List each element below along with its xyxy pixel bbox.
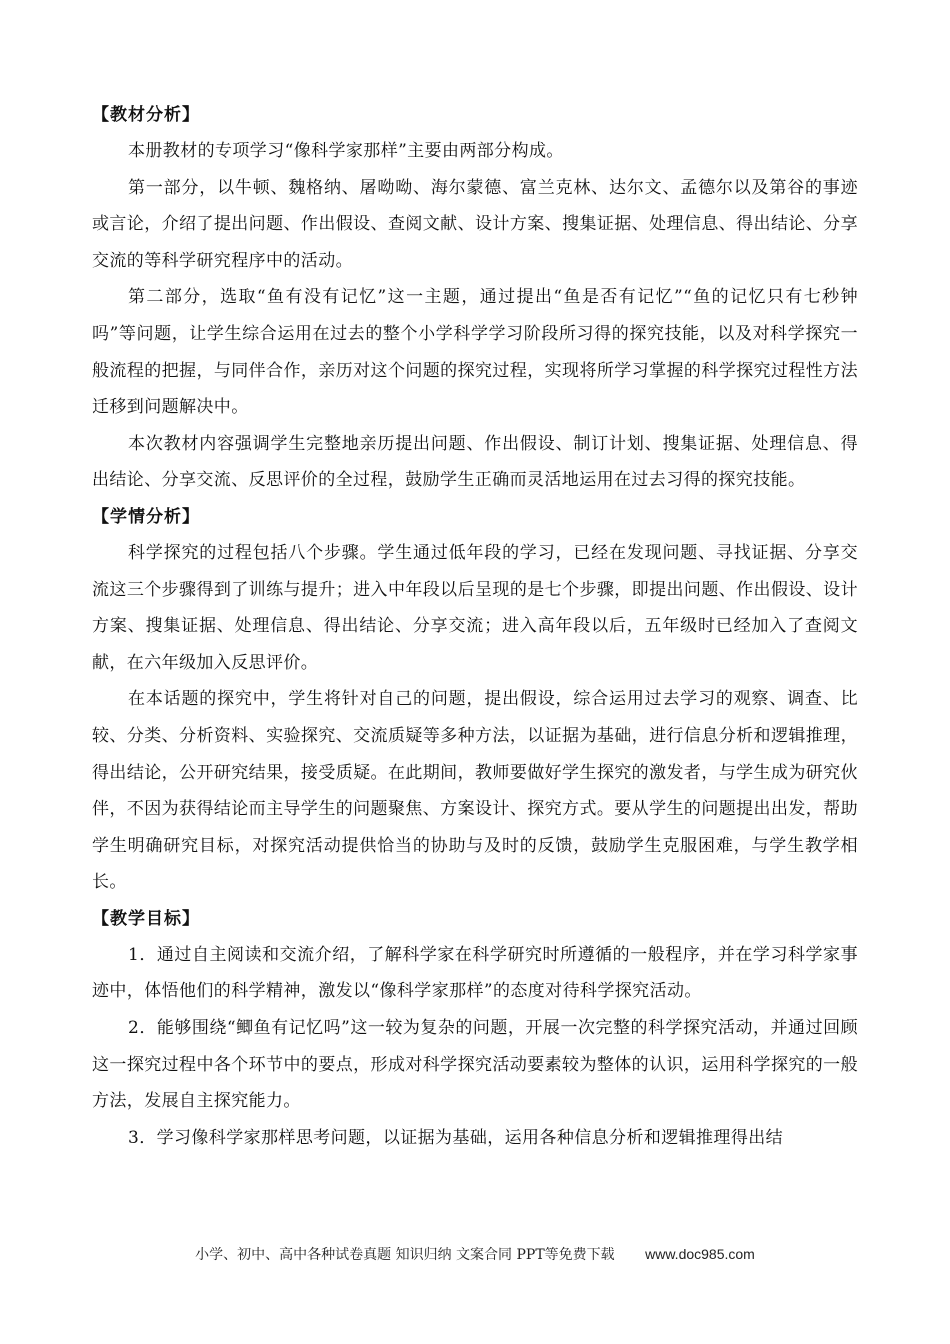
section-student-analysis	[92, 499, 858, 901]
section-textbook-analysis	[92, 97, 858, 499]
footer-text: 小学、初中、高中各种试卷真题 知识归纳 文案合同 PPT等免费下载	[195, 1247, 615, 1263]
paragraph: 科学探究的过程包括八个步骤。学生通过低年段的学习，已经在发现问题、寻找证据、分享交流这三个步骤得到了训练与提升；进入中年段以后呈现的是七个步骤，即提出问题、作出假设、设计方案、搜集证据、处理信息、得出结论、分享交流；进入高年段以后，五年级时已经加入了查阅文献，在六年级加入反思评价。	[92, 542, 858, 673]
section-teaching-goals	[92, 901, 858, 1157]
paragraph: 本册教材的专项学习“像科学家那样”主要由两部分构成。	[128, 141, 564, 161]
paragraph: 3．学习像科学家那样思考问题，以证据为基础，运用各种信息分析和逻辑推理得出结	[128, 1127, 784, 1148]
paragraph: 2．能够围绕“鲫鱼有记忆吗”这一较为复杂的问题，开展一次完整的科学探究活动，并通过回顾这一探究过程中各个环节中的要点，形成对科学探究活动要素较为整体的认识，运用科学探究的一般方法，发展自主探究能力。	[92, 1018, 858, 1112]
paragraph: 第一部分，以牛顿、魏格纳、屠呦呦、海尔蒙德、富兰克林、达尔文、孟德尔以及第谷的事迹或言论，介绍了提出问题、作出假设、查阅文献、设计方案、搜集证据、处理信息、得出结论、分享交流的等科学研究程序中的活动。	[92, 177, 858, 271]
paragraph: 本次教材内容强调学生完整地亲历提出问题、作出假设、制订计划、搜集证据、处理信息、得出结论、分享交流、反思评价的全过程，鼓励学生正确而灵活地运用在过去习得的探究技能。	[92, 433, 858, 491]
paragraph: 1．通过自主阅读和交流介绍，了解科学家在科学研究时所遵循的一般程序，并在学习科学家事迹中，体悟他们的科学精神，激发以“像科学家那样”的态度对待科学探究活动。	[92, 944, 858, 1002]
section-heading: 【学情分析】	[92, 506, 200, 527]
paragraph: 在本话题的探究中，学生将针对自己的问题，提出假设，综合运用过去学习的观察、调查、比较、分类、分析资料、实验探究、交流质疑等多种方法，以证据为基础，进行信息分析和逻辑推理，得出结论，公开研究结果，接受质疑。在此期间，教师要做好学生探究的激发者，与学生成为研究伙伴，不因为获得结论而主导学生的问题聚焦、方案设计、探究方式。要从学生的问题提出出发，帮助学生明确研究目标，对探究活动提供恰当的协助与及时的反馈，鼓励学生克服困难，与学生教学相长。	[92, 689, 858, 893]
page-footer	[0, 1244, 950, 1264]
paragraph: 第二部分，选取“鱼有没有记忆”这一主题，通过提出“鱼是否有记忆”“鱼的记忆只有七秒钟吗”等问题，让学生综合运用在过去的整个小学科学学习阶段所习得的探究技能，以及对科学探究一般流程的把握，与同伴合作，亲历对这个问题的探究过程，实现将所学习掌握的科学探究过程性方法迁移到问题解决中。	[92, 287, 858, 418]
section-heading: 【教学目标】	[92, 908, 200, 929]
footer-url[interactable]: www.doc985.com	[645, 1246, 755, 1262]
section-heading: 【教材分析】	[92, 105, 200, 125]
document-content	[92, 97, 858, 1156]
